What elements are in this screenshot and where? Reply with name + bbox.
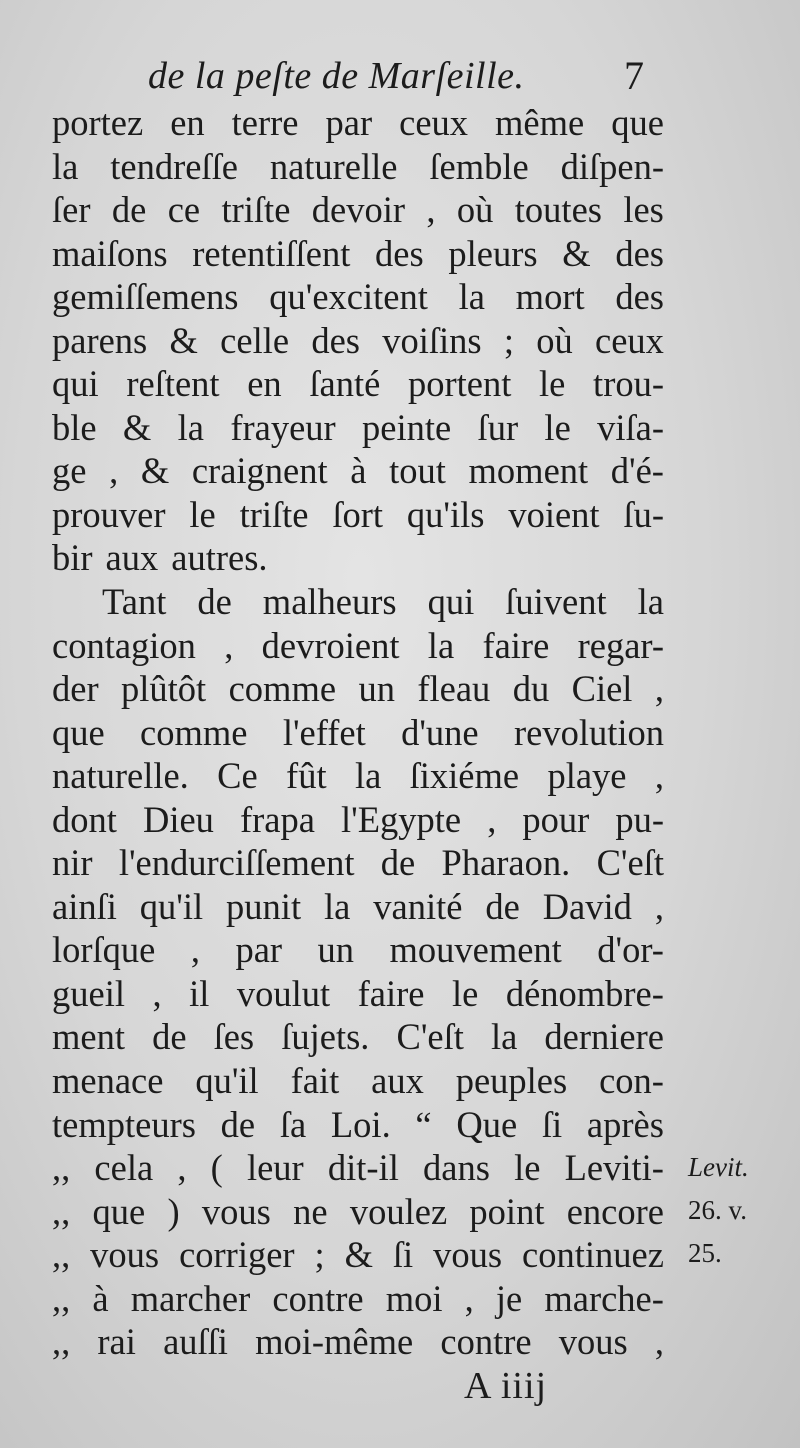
text-line: gemiſſemens qu'excitent la mort des bbox=[52, 276, 664, 318]
page-number: 7 bbox=[624, 53, 644, 98]
text-line: nir l'endurciſſement de Pharaon. C'eſt bbox=[52, 842, 664, 884]
text-line: portez en terre par ceux même que bbox=[52, 102, 664, 143]
signature-mark: A iiij bbox=[464, 1365, 548, 1407]
page-header bbox=[0, 44, 800, 104]
text-line: parens & celle des voiſins ; où ceux bbox=[52, 319, 664, 361]
text-line: la tendreſſe naturelle ſemble diſpen- bbox=[52, 145, 664, 187]
text-line: ble & la frayeur peinte ſur le viſa- bbox=[52, 406, 664, 448]
running-title: de la peſte de Marſeille. bbox=[148, 55, 525, 97]
text-line: dont Dieu frapa l'Egypte , pour pu- bbox=[52, 798, 664, 840]
margin-note bbox=[688, 1146, 749, 1275]
text-line: ,, que ) vous ne voulez point encore bbox=[52, 1190, 664, 1232]
text-line: tempteurs de ſa Loi. “ Que ſi après bbox=[52, 1103, 664, 1145]
text-line: ,, rai auſſi moi-même contre vous , bbox=[52, 1321, 664, 1363]
text-line: qui reſtent en ſanté portent le trou- bbox=[52, 363, 664, 405]
text-line: ſer de ce triſte devoir , où toutes les bbox=[52, 189, 664, 231]
text-line: que comme l'effet d'une revolution bbox=[52, 711, 664, 753]
text-line: ,, cela , ( leur dit-il dans le Leviti- bbox=[52, 1147, 664, 1189]
text-line: contagion , devroient la faire regar- bbox=[52, 624, 664, 666]
text-line: menace qu'il fait aux peuples con- bbox=[52, 1060, 664, 1102]
margin-note-line: 26. v. bbox=[688, 1195, 747, 1225]
text-line: ainſi qu'il punit la vanité de David , bbox=[52, 885, 664, 927]
text-line: maiſons retentiſſent des pleurs & des bbox=[52, 232, 664, 274]
text-line: bir aux autres. bbox=[52, 537, 268, 579]
margin-note-line: 25. bbox=[688, 1238, 722, 1268]
text-line: der plûtôt comme un fleau du Ciel , bbox=[52, 668, 664, 710]
text-line: ge , & craignent à tout moment d'é- bbox=[52, 450, 664, 492]
text-line: prouver le triſte ſort qu'ils voient ſu- bbox=[52, 493, 664, 535]
text-line: Tant de malheurs qui ſuivent la bbox=[102, 581, 664, 623]
text-line: ,, à marcher contre moi , je marche- bbox=[52, 1277, 664, 1319]
body-text bbox=[52, 101, 664, 1364]
text-line: ,, vous corriger ; & ſi vous continuez bbox=[52, 1234, 664, 1276]
text-line: naturelle. Ce fût la ſixiéme playe , bbox=[52, 755, 664, 797]
text-line: ment de ſes ſujets. C'eſt la derniere bbox=[52, 1016, 664, 1058]
text-line: lorſque , par un mouvement d'or- bbox=[52, 929, 664, 971]
margin-note-line: Levit. bbox=[688, 1152, 749, 1182]
text-line: gueil , il voulut faire le dénombre- bbox=[52, 972, 664, 1014]
